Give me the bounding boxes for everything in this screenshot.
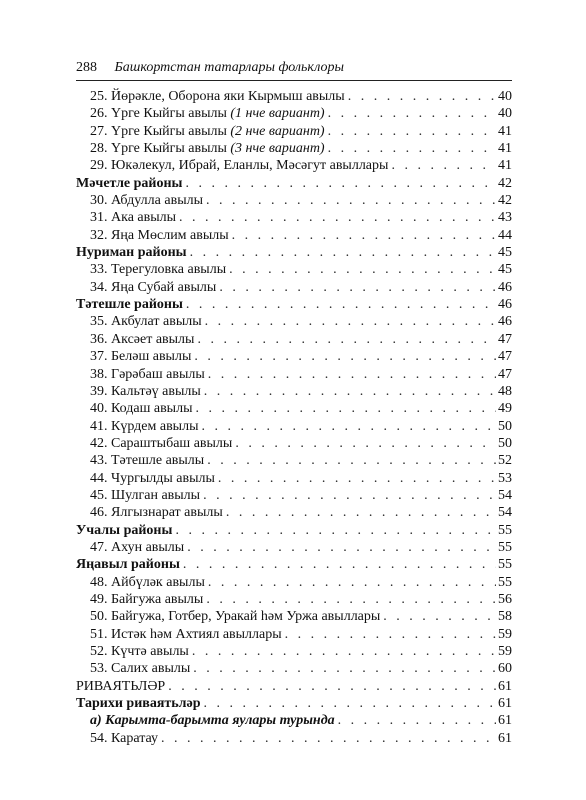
dot-leader bbox=[172, 522, 496, 539]
toc-entry-page: 40 bbox=[498, 89, 512, 104]
toc-entry-page: 55 bbox=[498, 522, 512, 538]
toc-entry-section bbox=[76, 244, 512, 261]
toc-entry-title: 48. Айбүләк авылы bbox=[90, 574, 205, 590]
toc-entry-title: 40. Кодаш авылы bbox=[90, 401, 193, 417]
toc-entry-title: 26. Үрге Кыйгы авылы bbox=[90, 106, 231, 122]
toc-entry-title: 46. Ялгызнарат авылы bbox=[90, 505, 223, 521]
table-of-contents bbox=[76, 88, 512, 747]
dot-leader bbox=[198, 418, 496, 435]
toc-entry-sub bbox=[76, 470, 512, 487]
toc-entry-sub bbox=[76, 400, 512, 417]
dot-leader bbox=[191, 348, 496, 365]
toc-entry-sub bbox=[76, 643, 512, 660]
toc-entry-sub bbox=[76, 435, 512, 452]
toc-entry-title: 30. Абдулла авылы bbox=[90, 193, 203, 209]
toc-entry-title: 52. Күчтә авылы bbox=[90, 644, 189, 659]
toc-entry-title: Учалы районы bbox=[76, 522, 173, 538]
dot-leader bbox=[325, 105, 496, 122]
toc-entry-label bbox=[76, 209, 176, 226]
dot-leader bbox=[165, 678, 496, 695]
toc-entry-page: 58 bbox=[498, 609, 512, 625]
toc-entry-label bbox=[76, 331, 194, 348]
toc-entry-title: 25. Йөрәкле, Оборона яки Кырмыш авылы bbox=[90, 89, 345, 104]
toc-entry-sub bbox=[76, 608, 512, 625]
toc-entry-page: 54 bbox=[498, 487, 512, 503]
toc-entry-sub bbox=[76, 140, 512, 157]
toc-entry-sub bbox=[76, 591, 512, 608]
toc-entry-title: РИВАЯТЬЛӘР bbox=[76, 678, 166, 694]
toc-entry-section bbox=[76, 175, 512, 192]
toc-entry-page: 61 bbox=[498, 730, 512, 746]
toc-entry-title: 43. Тәтешле авылы bbox=[90, 453, 205, 469]
toc-entry-page: 46 bbox=[498, 279, 512, 295]
toc-entry-sub bbox=[76, 730, 512, 747]
toc-entry-label bbox=[76, 660, 190, 677]
toc-entry-page: 43 bbox=[498, 210, 512, 226]
dot-leader bbox=[325, 140, 496, 157]
toc-entry-sub bbox=[76, 626, 512, 643]
toc-entry-sub bbox=[76, 261, 512, 278]
dot-leader bbox=[388, 157, 496, 174]
dot-leader bbox=[201, 695, 496, 712]
toc-entry-title: 47. Ахун авылы bbox=[90, 539, 185, 555]
toc-entry-sub bbox=[76, 418, 512, 435]
toc-entry-label bbox=[76, 522, 172, 539]
toc-entry-sub bbox=[76, 192, 512, 209]
dot-leader bbox=[183, 296, 496, 313]
toc-entry-label bbox=[76, 730, 158, 747]
toc-entry-label bbox=[76, 643, 189, 660]
toc-entry-variant: (2 нче вариант) bbox=[230, 123, 325, 139]
toc-entry-sub bbox=[76, 313, 512, 330]
toc-entry-label bbox=[76, 140, 325, 157]
page-number: 288 bbox=[76, 60, 97, 75]
toc-entry-label bbox=[76, 487, 200, 504]
toc-entry-title: 37. Беләш авылы bbox=[90, 349, 192, 365]
toc-entry-title: 36. Аксәет авылы bbox=[90, 331, 195, 347]
dot-leader bbox=[203, 192, 496, 209]
toc-entry-label bbox=[76, 175, 182, 192]
dot-leader bbox=[203, 591, 496, 608]
toc-entry-page: 60 bbox=[498, 661, 512, 677]
dot-leader bbox=[325, 123, 496, 140]
dot-leader bbox=[345, 88, 496, 105]
toc-entry-page: 61 bbox=[498, 713, 512, 729]
toc-entry-page: 46 bbox=[498, 297, 512, 313]
toc-entry-sub bbox=[76, 574, 512, 591]
toc-entry-sub bbox=[76, 487, 512, 504]
toc-entry-sub bbox=[76, 383, 512, 400]
toc-entry-label bbox=[76, 452, 204, 469]
toc-entry-page: 41 bbox=[498, 123, 512, 139]
dot-leader bbox=[187, 244, 496, 261]
dot-leader bbox=[282, 626, 496, 643]
toc-entry-label bbox=[76, 313, 202, 330]
dot-leader bbox=[201, 383, 496, 400]
toc-entry-sub bbox=[76, 539, 512, 556]
toc-entry-title: 51. Истәк һәм Ахтиял авыллары bbox=[90, 626, 282, 642]
running-title: Башкортстан татарлары фольклоры bbox=[114, 60, 344, 75]
dot-leader bbox=[192, 400, 496, 417]
toc-entry-variant: (1 нче вариант) bbox=[230, 106, 325, 122]
toc-entry-title: 29. Юкәлекул, Ибрай, Еланлы, Мәсәгут авыллары bbox=[90, 158, 389, 174]
toc-entry-label bbox=[76, 105, 325, 122]
toc-entry-page: 41 bbox=[498, 158, 512, 174]
toc-entry-title: 28. Үрге Кыйгы авылы bbox=[90, 141, 231, 157]
toc-entry-title: а) Карымта-барымта яулары турында bbox=[90, 713, 335, 729]
toc-entry-label bbox=[76, 435, 232, 452]
toc-entry-section bbox=[76, 522, 512, 539]
toc-entry-title: 38. Гәрәбаш авылы bbox=[90, 366, 205, 382]
toc-entry-page: 40 bbox=[498, 106, 512, 122]
toc-entry-label bbox=[76, 88, 345, 105]
toc-entry-label bbox=[76, 591, 203, 608]
dot-leader bbox=[180, 556, 496, 573]
toc-entry-title: Тарихи риваятьләр bbox=[76, 696, 201, 712]
toc-entry-page: 61 bbox=[498, 696, 512, 712]
toc-entry-page: 59 bbox=[498, 626, 512, 642]
toc-entry-page: 42 bbox=[498, 193, 512, 209]
toc-entry-label bbox=[76, 470, 215, 487]
toc-entry-title: 32. Яңа Мөслим авылы bbox=[90, 227, 229, 243]
toc-entry-page: 42 bbox=[498, 175, 512, 191]
dot-leader bbox=[215, 470, 496, 487]
toc-entry-sub bbox=[76, 105, 512, 122]
toc-entry-title: 31. Ака авылы bbox=[90, 210, 177, 226]
dot-leader bbox=[176, 209, 496, 226]
toc-entry-sub bbox=[76, 452, 512, 469]
toc-entry-page: 52 bbox=[498, 453, 512, 469]
toc-entry-title: 35. Акбулат авылы bbox=[90, 314, 202, 330]
toc-entry-title: 44. Чургылды авылы bbox=[90, 470, 215, 486]
toc-entry-variant: (3 нче вариант) bbox=[230, 141, 325, 157]
toc-entry-label bbox=[76, 626, 282, 643]
toc-entry-label bbox=[76, 678, 165, 695]
dot-leader bbox=[226, 261, 496, 278]
toc-entry-label bbox=[76, 348, 191, 365]
toc-entry-label bbox=[76, 296, 183, 313]
toc-entry-label bbox=[76, 157, 388, 174]
toc-entry-sub bbox=[76, 88, 512, 105]
toc-entry-label bbox=[76, 400, 192, 417]
toc-entry-page: 45 bbox=[498, 262, 512, 278]
toc-entry-sub bbox=[76, 227, 512, 244]
toc-entry-page: 47 bbox=[498, 366, 512, 382]
toc-entry-title: 45. Шулган авылы bbox=[90, 487, 201, 503]
toc-entry-sub bbox=[76, 348, 512, 365]
toc-entry-sub bbox=[76, 209, 512, 226]
toc-entry-sub bbox=[76, 366, 512, 383]
toc-entry-title: 42. Сараштыбаш авылы bbox=[90, 435, 233, 451]
dot-leader bbox=[205, 366, 496, 383]
toc-entry-title: Тәтешле районы bbox=[76, 297, 183, 313]
toc-entry-label bbox=[76, 244, 187, 261]
toc-entry-title: 53. Салих авылы bbox=[90, 661, 191, 677]
toc-entry-page: 55 bbox=[498, 574, 512, 590]
toc-entry-part bbox=[76, 678, 512, 695]
dot-leader bbox=[335, 712, 496, 729]
toc-entry-title: 49. Байгужа авылы bbox=[90, 591, 204, 607]
toc-entry-page: 54 bbox=[498, 505, 512, 521]
toc-entry-title: 27. Үрге Кыйгы авылы bbox=[90, 123, 231, 139]
toc-entry-label bbox=[76, 504, 223, 521]
toc-entry-label bbox=[76, 539, 184, 556]
toc-entry-page: 47 bbox=[498, 331, 512, 347]
toc-entry-title: 33. Терегуловка авылы bbox=[90, 262, 227, 278]
dot-leader bbox=[182, 175, 496, 192]
toc-entry-section bbox=[76, 296, 512, 313]
toc-entry-label bbox=[76, 608, 380, 625]
toc-entry-label bbox=[76, 123, 325, 140]
toc-entry-label bbox=[76, 261, 226, 278]
toc-entry-section bbox=[76, 695, 512, 712]
dot-leader bbox=[184, 539, 496, 556]
toc-entry-label bbox=[76, 227, 229, 244]
dot-leader bbox=[223, 504, 496, 521]
toc-entry-page: 50 bbox=[498, 435, 512, 451]
toc-entry-sub bbox=[76, 279, 512, 296]
toc-entry-sub bbox=[76, 331, 512, 348]
toc-entry-page: 59 bbox=[498, 644, 512, 659]
toc-entry-page: 53 bbox=[498, 470, 512, 486]
dot-leader bbox=[158, 730, 496, 747]
toc-entry-label bbox=[76, 192, 203, 209]
toc-entry-title: 54. Каратау bbox=[90, 730, 159, 746]
toc-entry-title: Яңавыл районы bbox=[76, 557, 180, 573]
dot-leader bbox=[200, 487, 496, 504]
dot-leader bbox=[232, 435, 496, 452]
toc-entry-label bbox=[76, 418, 198, 435]
toc-entry-page: 45 bbox=[498, 245, 512, 261]
dot-leader bbox=[189, 643, 496, 660]
toc-entry-label bbox=[76, 366, 205, 383]
dot-leader bbox=[204, 452, 496, 469]
toc-entry-title: 34. Яңа Субай авылы bbox=[90, 279, 217, 295]
toc-entry-title: 41. Күрдем авылы bbox=[90, 418, 199, 434]
toc-entry-page: 47 bbox=[498, 349, 512, 365]
running-head bbox=[76, 60, 512, 76]
toc-entry-page: 55 bbox=[498, 539, 512, 555]
toc-entry-title: 50. Байгужа, Готбер, Уракай һәм Уржа авыллары bbox=[90, 609, 381, 625]
toc-entry-sub bbox=[76, 157, 512, 174]
dot-leader bbox=[229, 227, 496, 244]
toc-entry-label bbox=[76, 574, 205, 591]
toc-entry-section bbox=[76, 556, 512, 573]
toc-entry-sub bbox=[76, 504, 512, 521]
toc-entry-label bbox=[76, 279, 216, 296]
toc-entry-page: 55 bbox=[498, 557, 512, 573]
dot-leader bbox=[205, 574, 496, 591]
dot-leader bbox=[202, 313, 496, 330]
toc-entry-label bbox=[76, 695, 201, 712]
toc-entry-title: Нуриман районы bbox=[76, 245, 187, 261]
toc-entry-title: Мәчетле районы bbox=[76, 175, 183, 191]
toc-entry-label bbox=[76, 712, 335, 729]
toc-entry-sub bbox=[76, 660, 512, 677]
toc-entry-page: 49 bbox=[498, 401, 512, 417]
toc-entry-label bbox=[76, 383, 201, 400]
toc-entry-page: 48 bbox=[498, 383, 512, 399]
toc-entry-page: 56 bbox=[498, 591, 512, 607]
toc-entry-page: 44 bbox=[498, 227, 512, 243]
dot-leader bbox=[380, 608, 496, 625]
toc-entry-theme bbox=[76, 712, 512, 729]
header-rule bbox=[76, 80, 512, 81]
toc-entry-page: 50 bbox=[498, 418, 512, 434]
toc-entry-sub bbox=[76, 123, 512, 140]
dot-leader bbox=[216, 279, 496, 296]
toc-entry-label bbox=[76, 556, 180, 573]
toc-entry-page: 46 bbox=[498, 314, 512, 330]
dot-leader bbox=[190, 660, 496, 677]
toc-entry-page: 41 bbox=[498, 141, 512, 157]
dot-leader bbox=[194, 331, 496, 348]
toc-entry-page: 61 bbox=[498, 678, 512, 694]
toc-entry-title: 39. Кальтәү авылы bbox=[90, 383, 201, 399]
